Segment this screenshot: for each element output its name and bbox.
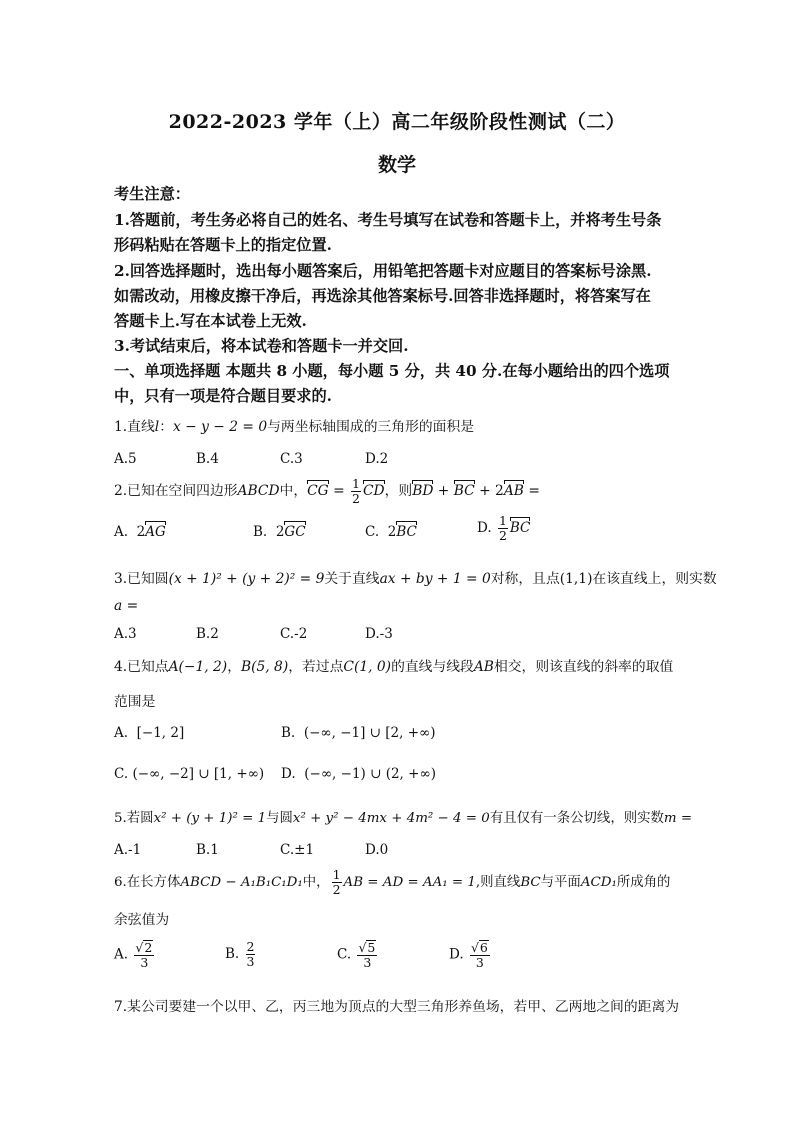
section1-heading-line1: 一、单项选择题 本题共 8 小题，每小题 5 分，共 40 分.在每小题给出的四个选项	[114, 362, 670, 380]
q3-option-a[interactable]: A.3	[114, 626, 137, 642]
notice-item1-line1: 1.答题前，考生务必将自己的姓名、考生号填写在试卷和答题卡上，并将考生号条	[114, 211, 662, 229]
question-1: 1.直线l：x − y − 2 = 0与两坐标轴围成的三角形的面积是	[114, 419, 475, 435]
q4-option-c[interactable]: C. (−∞, −2] ∪ [1, +∞)	[114, 766, 265, 782]
notice-item2-line3: 答题卡上.写在本试卷上无效.	[114, 312, 307, 330]
question-4: 4.已知点A(−1, 2)，B(5, 8)，若过点C(1, 0)的直线与线段AB相交，则该直线的斜率的取值	[114, 659, 674, 675]
q1-option-a[interactable]: A.5	[114, 451, 137, 467]
subject-title: 数学	[377, 154, 416, 176]
notice-item2-line2: 如需改动，用橡皮擦干净后，再选涂其他答案标号.回答非选择题时，将答案写在	[114, 287, 651, 305]
q4-option-a[interactable]: A. [−1, 2]	[114, 725, 185, 741]
question-7: 7.某公司要建一个以甲、乙，丙三地为顶点的大型三角形养鱼场，若甲、乙两地之间的距离为	[114, 999, 680, 1015]
q4-option-d[interactable]: D. (−∞, −1) ∪ (2, +∞)	[281, 766, 436, 782]
q4-option-b[interactable]: B. (−∞, −1] ∪ [2, +∞)	[281, 725, 436, 741]
question-3-line2: a =	[114, 598, 139, 614]
question-4-line2: 范围是	[114, 694, 156, 710]
q2-option-d[interactable]: D. $\frac{1}{2}$ BC	[477, 513, 531, 543]
q2-option-c[interactable]: C. 2BC	[365, 524, 417, 540]
q6-option-b[interactable]: B. $\frac{2}{3}$	[225, 939, 255, 969]
q5-option-c[interactable]: C.±1	[280, 842, 315, 858]
question-5: 5.若圆x² + (y + 1)² = 1与圆x² + y² − 4mx + 4m² − 4 = 0有且仅有一条公切线，则实数m =	[114, 811, 693, 826]
question-2: 2.已知在空间四边形ABCD中，CG = $\frac{1}{2}$ CD，则BD + BC + 2AB =	[114, 476, 540, 506]
q2-option-b[interactable]: B. 2GC	[253, 524, 306, 540]
q1-option-b[interactable]: B.4	[196, 451, 219, 467]
q2-option-a[interactable]: A. 2AG	[114, 524, 166, 540]
q6-option-d[interactable]: D. $\frac{√6}{3}$	[449, 940, 488, 970]
page-title: 2022-2023 学年（上）高二年级阶段性测试（二）	[168, 111, 626, 133]
section1-heading-line2: 中，只有一项是符合题目要求的.	[114, 387, 332, 405]
q6-option-a[interactable]: A. $\frac{√2}{3}$	[114, 940, 153, 970]
q5-option-a[interactable]: A.-1	[114, 842, 142, 858]
notice-item3: 3.考试结束后，将本试卷和答题卡一并交回.	[114, 337, 409, 355]
q1-option-c[interactable]: C.3	[280, 451, 303, 467]
question-6-line2: 余弦值为	[114, 912, 170, 928]
notice-item1-line2: 形码粘贴在答题卡上的指定位置.	[114, 236, 332, 254]
q3-option-c[interactable]: C.-2	[280, 626, 308, 642]
notice-item2-line1: 2.回答选择题时，选出每小题答案后，用铅笔把答题卡对应题目的答案标号涂黑.	[114, 262, 652, 280]
question-6: 6.在长方体ABCD − A₁B₁C₁D₁中， $\frac{1}{2}$ AB = AD = AA₁ = 1,则直线BC与平面ACD₁所成角的	[114, 867, 671, 897]
q3-option-b[interactable]: B.2	[196, 626, 219, 642]
notice-heading: 考生注意：	[114, 185, 190, 203]
q6-option-c[interactable]: C. $\frac{√5}{3}$	[337, 940, 376, 970]
q5-option-b[interactable]: B.1	[196, 842, 219, 858]
q3-option-d[interactable]: D.-3	[365, 626, 393, 642]
q1-option-d[interactable]: D.2	[365, 451, 389, 467]
question-3: 3.已知圆(x + 1)² + (y + 2)² = 9关于直线ax + by + 1 = 0对称，且点(1,1)在该直线上，则实数	[114, 571, 717, 587]
q5-option-d[interactable]: D.0	[365, 842, 389, 858]
